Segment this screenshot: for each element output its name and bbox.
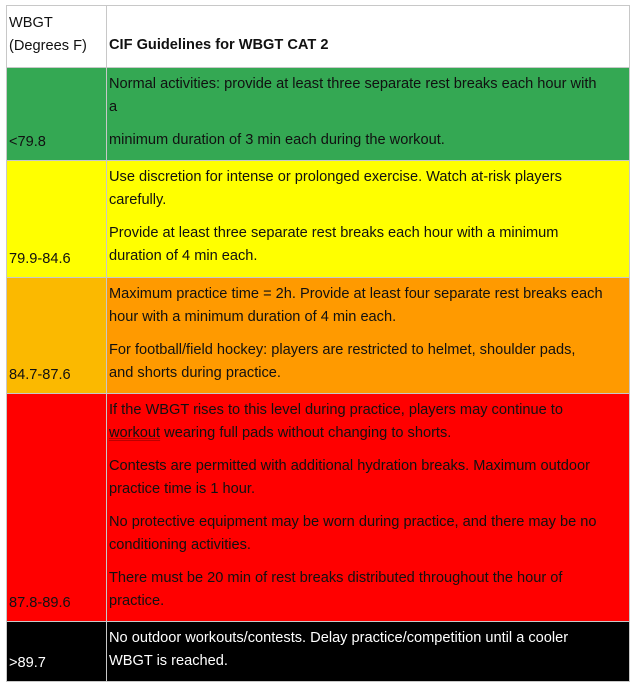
wbgt-range: 87.8-89.6 [7, 394, 107, 622]
guideline-line: practice. [109, 592, 165, 609]
spellcheck-word: workout [109, 424, 161, 441]
guideline-line: and shorts during practice. [109, 364, 281, 381]
guideline-line: WBGT is reached. [109, 652, 228, 669]
guideline-line: Contests are permitted with additional hydration breaks. Maximum outdoor [109, 458, 591, 474]
guideline-line: workout wearing full pads without changing to shorts. [109, 424, 452, 441]
table-row [7, 622, 630, 682]
header-guidelines: CIF Guidelines for WBGT CAT 2 [107, 6, 630, 68]
guideline-paragraph [109, 455, 629, 500]
guideline-cell [107, 161, 630, 278]
guideline-line: No outdoor workouts/contests. Delay practice/competition until a cooler [109, 630, 569, 646]
guideline-line: No protective equipment may be worn during practice, and there may be no [109, 514, 597, 530]
guideline-paragraph [109, 511, 629, 556]
guideline-paragraph [109, 129, 629, 152]
guideline-line: For football/field hockey: players are restricted to helmet, shoulder pads, [109, 342, 576, 358]
guideline-line: If the WBGT rises to this level during practice, players may continue to [109, 402, 563, 418]
guideline-line: a [109, 98, 118, 115]
table-row [7, 394, 630, 622]
guideline-line: minimum duration of 3 min each during the workout. [109, 132, 445, 148]
guideline-paragraph [109, 339, 629, 384]
table-row [7, 161, 630, 278]
guideline-cell [107, 394, 630, 622]
wbgt-guidelines-table [6, 5, 630, 682]
guideline-line: carefully. [109, 191, 167, 208]
guideline-paragraph [109, 73, 629, 118]
guideline-paragraph [109, 627, 629, 672]
guideline-line: duration of 4 min each. [109, 247, 258, 264]
guideline-cell [107, 278, 630, 394]
guideline-cell [107, 622, 630, 682]
guideline-line: conditioning activities. [109, 536, 251, 553]
guideline-cell [107, 68, 630, 161]
guideline-line: Provide at least three separate rest breaks each hour with a minimum [109, 225, 559, 241]
header-wbgt-line1: WBGT [9, 15, 53, 31]
guideline-paragraph [109, 222, 629, 267]
wbgt-range: 84.7-87.6 [7, 278, 107, 394]
guideline-paragraph [109, 283, 629, 328]
guideline-line: practice time is 1 hour. [109, 480, 256, 497]
table-row [7, 278, 630, 394]
guideline-line: Use discretion for intense or prolonged exercise. Watch at-risk players [109, 169, 562, 185]
header-wbgt-line2: (Degrees F) [9, 38, 87, 54]
wbgt-range: <79.8 [7, 68, 107, 161]
wbgt-range: >89.7 [7, 622, 107, 682]
guideline-line: hour with a minimum duration of 4 min each. [109, 308, 397, 325]
header-row [7, 6, 630, 68]
header-wbgt [7, 6, 107, 68]
wbgt-range: 79.9-84.6 [7, 161, 107, 278]
guideline-line: There must be 20 min of rest breaks distributed throughout the hour of [109, 570, 563, 586]
guideline-paragraph [109, 567, 629, 612]
guideline-line: Maximum practice time = 2h. Provide at least four separate rest breaks each [109, 286, 603, 302]
table-row [7, 68, 630, 161]
guideline-paragraph [109, 399, 629, 444]
guideline-line: Normal activities: provide at least three separate rest breaks each hour with [109, 76, 597, 92]
guideline-paragraph [109, 166, 629, 211]
